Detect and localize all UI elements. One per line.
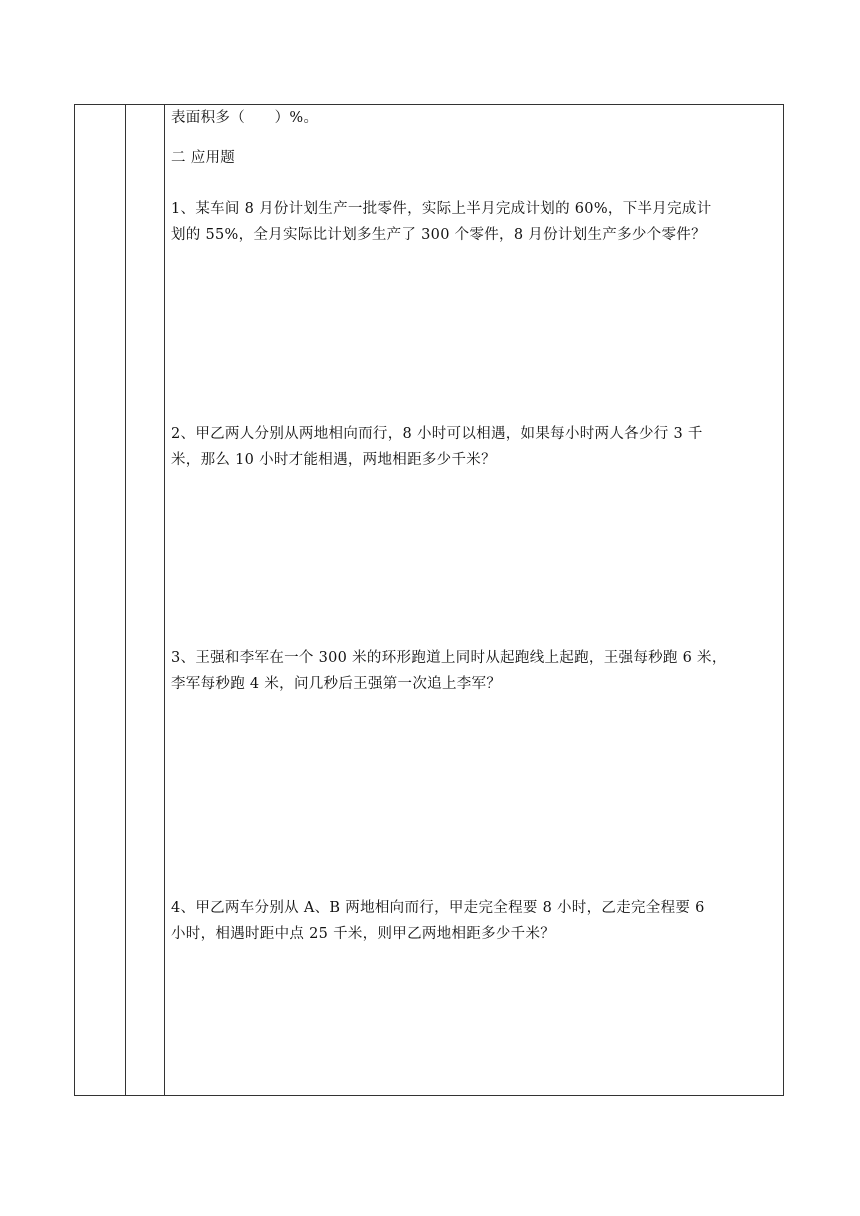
table-column-divider-1 <box>125 105 126 1095</box>
question-4-line-1: 4、甲乙两车分别从 A、B 两地相向而行，甲走完全程要 8 小时，乙走完全程要 6 <box>171 900 705 916</box>
question-1-line-1: 1、某车间 8 月份计划生产一批零件，实际上半月完成计划的 60%，下半月完成计 <box>171 201 712 217</box>
question-2-line-2: 米，那么 10 小时才能相遇，两地相距多少千米？ <box>171 452 496 468</box>
section-heading: 二 应用题 <box>171 150 236 166</box>
question-2 <box>171 421 783 473</box>
worksheet-table <box>74 104 784 1096</box>
question-4-line-2: 小时，相遇时距中点 25 千米，则甲乙两地相距多少千米？ <box>171 926 556 942</box>
question-3-line-1: 3、王强和李军在一个 300 米的环形跑道上同时从起跑线上起跑，王强每秒跑 6 米， <box>171 650 727 666</box>
question-1-line-2: 划的 55%，全月实际比计划多生产了 300 个零件，8 月份计划生产多少个零件？ <box>171 227 706 243</box>
question-3 <box>171 645 783 697</box>
table-column-divider-2 <box>164 105 165 1095</box>
continued-line: 表面积多（ ）%。 <box>171 110 319 126</box>
question-2-line-1: 2、甲乙两人分别从两地相向而行，8 小时可以相遇，如果每小时两人各少行 3 千 <box>171 426 703 442</box>
question-1 <box>171 196 783 248</box>
question-3-line-2: 李军每秒跑 4 米，问几秒后王强第一次追上李军？ <box>171 676 502 692</box>
question-4 <box>171 895 783 947</box>
